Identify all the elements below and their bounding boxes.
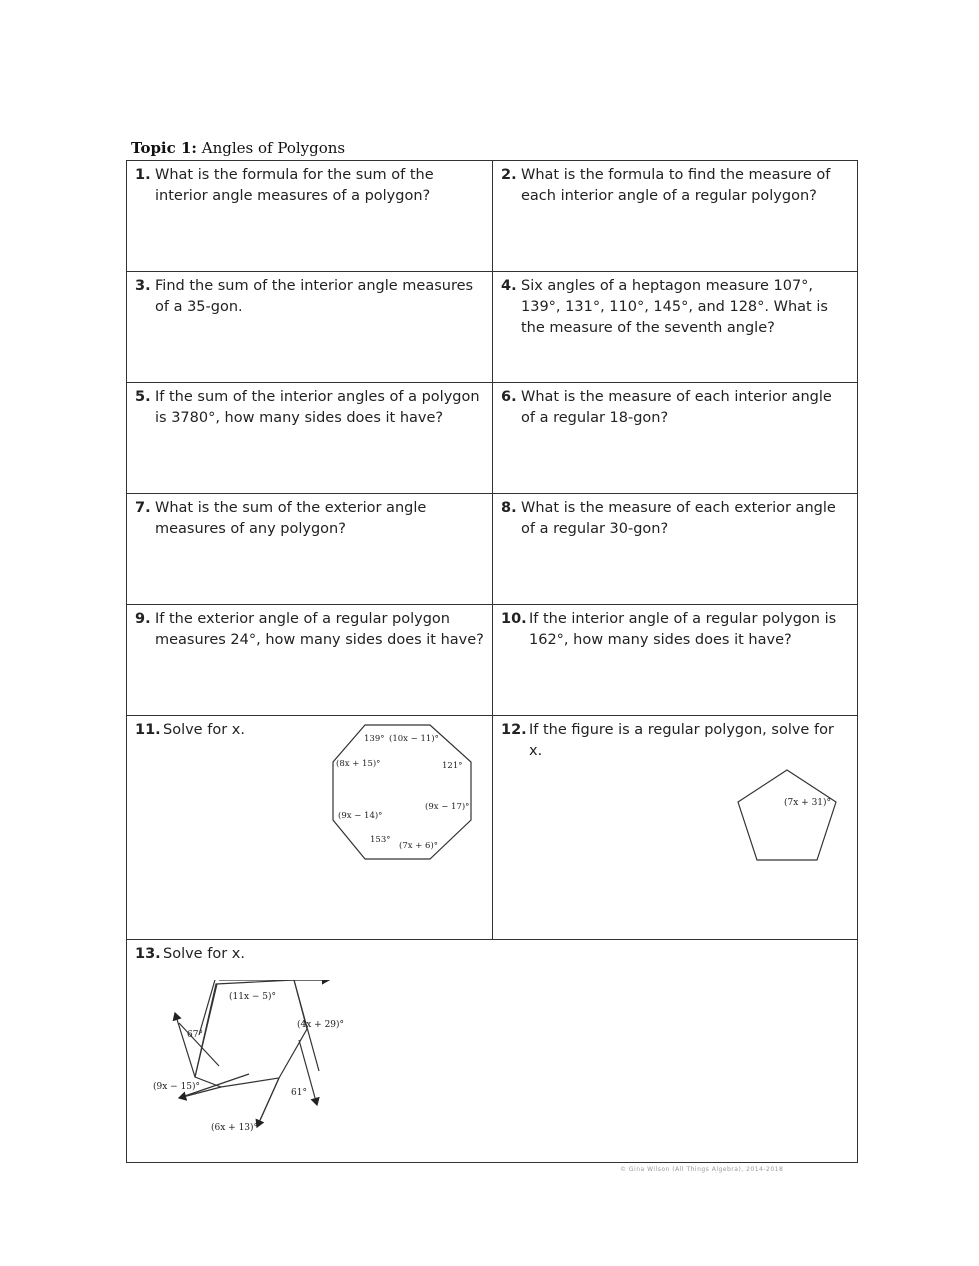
question-cell-1 [127,161,493,272]
topic-heading [131,139,345,157]
question-cell-10 [493,605,857,716]
question-text: Solve for x. [163,722,245,738]
question-text: If the sum of the interior angles of a polygon is 3780°, how many sides does it have? [155,389,480,426]
question-number: 7. [135,500,151,516]
question-text: If the interior angle of a regular polygon is 162°, how many sides does it have? [529,611,837,648]
angle-label: (4x + 29)° [297,1020,345,1030]
question-text: Solve for x. [163,946,245,962]
question-cell-8 [493,494,857,605]
question-text: Find the sum of the interior angle measures of a 35-gon. [155,278,474,315]
question-number: 8. [501,500,517,516]
angle-label: 153° [370,835,391,845]
angle-label: (8x + 15)° [336,759,381,769]
angle-label: (10x − 11)° [389,734,439,744]
angle-label: 67° [187,1030,203,1040]
pentagon-shape [738,770,836,860]
angle-label: (9x − 15)° [153,1082,201,1092]
question-number: 5. [135,389,151,405]
angle-label: (6x + 13)° [211,1123,259,1133]
question-cell-13 [127,940,857,1162]
question-cell-9 [127,605,493,716]
angle-label: 121° [442,761,463,771]
question-number: 6. [501,389,517,405]
angle-label: (9x − 17)° [425,802,470,812]
worksheet-table [126,160,858,1163]
question-cell-7 [127,494,493,605]
angle-label: (7x + 6)° [399,841,439,851]
question-number: 2. [501,167,517,183]
topic-prefix: Topic 1: [131,139,197,157]
question-number: 1. [135,167,151,183]
question-number: 13. [135,946,161,962]
question-number: 12. [501,722,527,738]
question-number: 9. [135,611,151,627]
question-text: What is the sum of the exterior angle measures of any polygon? [155,500,427,537]
extended-rays [175,980,329,1127]
octagon-figure [327,722,477,862]
question-text: What is the formula to find the measure of each interior angle of a regular polygon? [521,167,831,204]
question-text: If the exterior angle of a regular polygon measures 24°, how many sides does it have? [155,611,484,648]
topic-title: Angles of Polygons [201,139,346,157]
angle-label: 139° [364,734,385,744]
angle-label: 61° [291,1088,307,1098]
angle-label: (11x − 5)° [229,992,277,1002]
question-text: If the figure is a regular polygon, solve for x. [529,722,834,759]
question-cell-5 [127,383,493,494]
question-cell-3 [127,272,493,383]
question-number: 4. [501,278,517,294]
pentagon-figure [731,768,841,868]
question-text: What is the measure of each interior angle of a regular 18-gon? [521,389,832,426]
hexagon-exterior-angles-figure [149,980,359,1150]
copyright-footer: © Gina Wilson (All Things Algebra), 2014-2018 [620,1166,784,1173]
question-text: What is the formula for the sum of the interior angle measures of a polygon? [155,167,434,204]
question-cell-12 [493,716,857,940]
angle-label: (7x + 31)° [784,798,832,808]
question-text: Six angles of a heptagon measure 107°, 139°, 131°, 110°, 145°, and 128°. What is the measure of the seventh angle? [521,278,828,336]
question-number: 3. [135,278,151,294]
question-cell-4 [493,272,857,383]
question-cell-2 [493,161,857,272]
hexagon-sides [179,980,329,1127]
question-text: What is the measure of each exterior angle of a regular 30-gon? [521,500,836,537]
angle-label: (9x − 14)° [338,811,383,821]
question-number: 11. [135,722,161,738]
octagon-shape [333,725,471,859]
question-number: 10. [501,611,527,627]
question-cell-6 [493,383,857,494]
question-cell-11 [127,716,493,940]
